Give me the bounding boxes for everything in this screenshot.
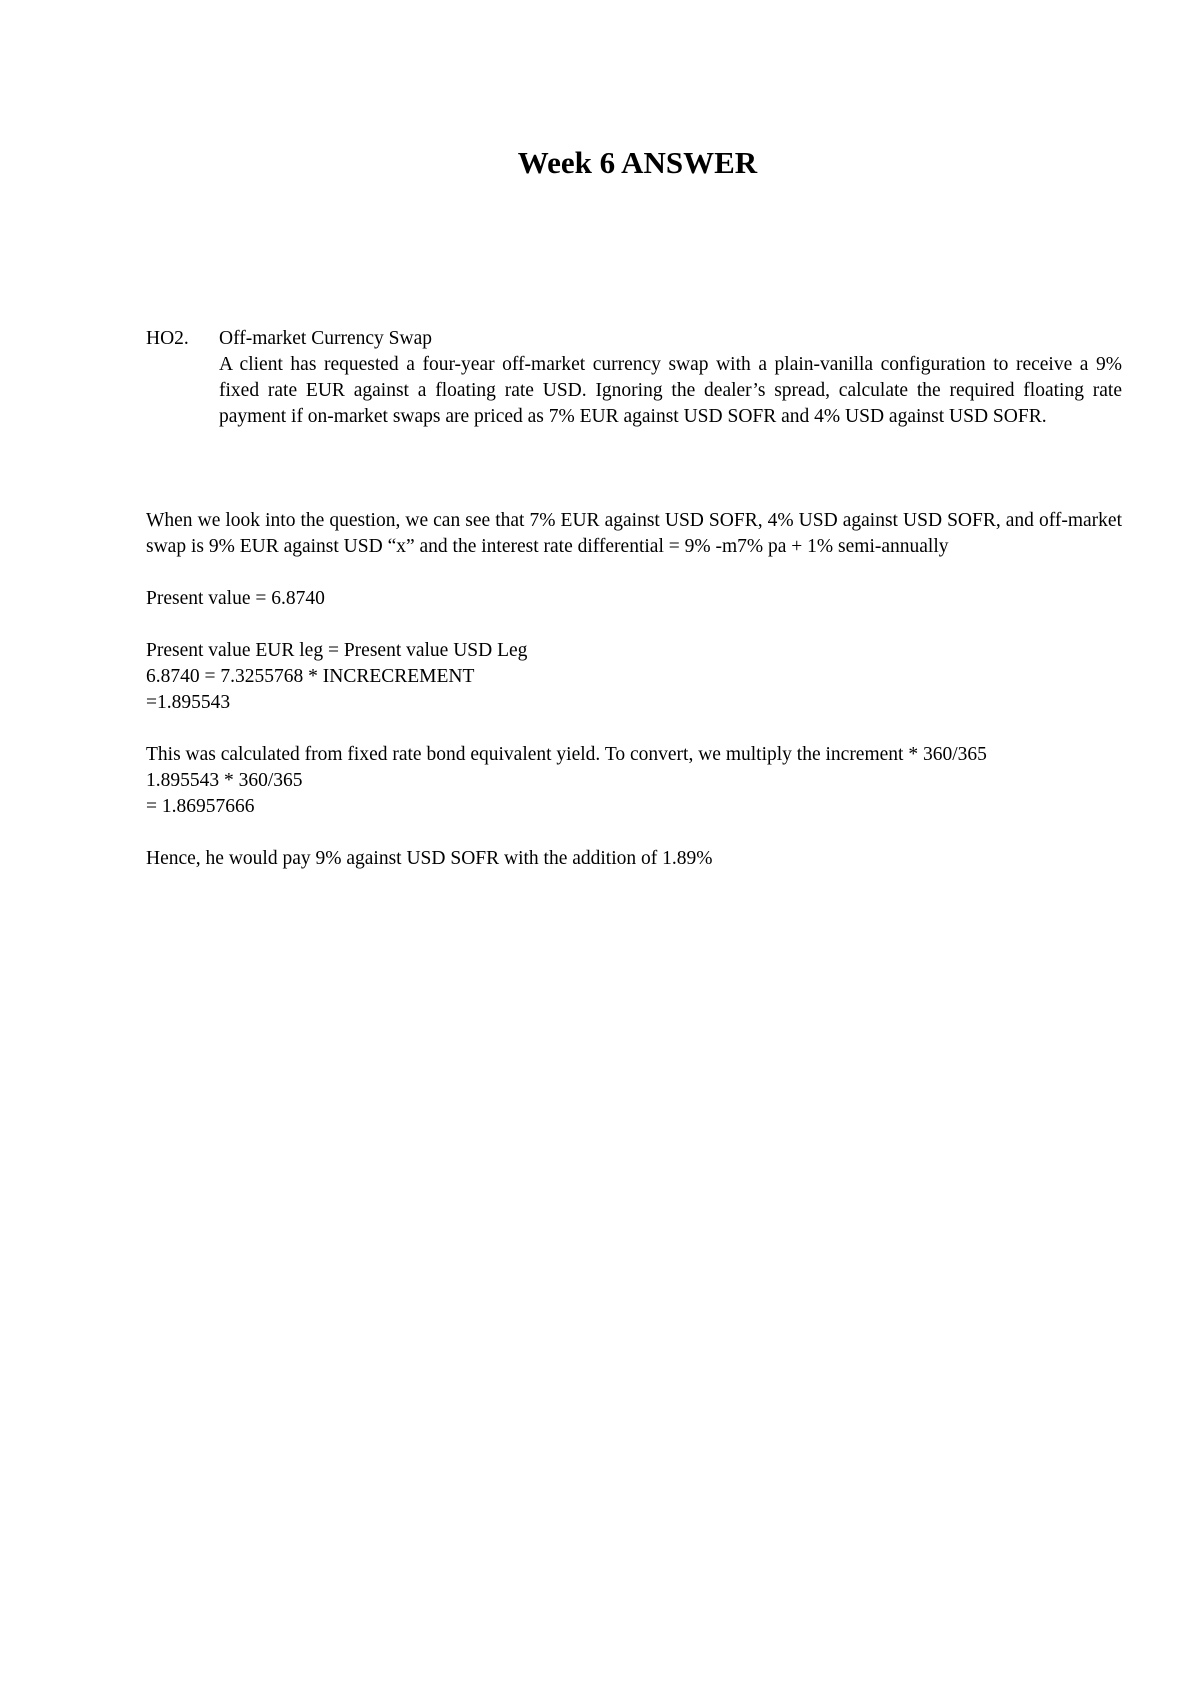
conclusion: Hence, he would pay 9% against USD SOFR with the addition of 1.89% <box>146 848 713 869</box>
pv-calculation: 6.8740 = 7.3255768 * INCRECREMENT <box>146 666 475 687</box>
pv-equation: Present value EUR leg = Present value USD Leg <box>146 640 528 661</box>
conversion-calculation: 1.895543 * 360/365 <box>146 770 303 791</box>
question-header <box>146 326 1122 352</box>
conversion-result: = 1.86957666 <box>146 796 255 817</box>
pv-result: =1.895543 <box>146 692 231 713</box>
question-heading: Off-market Currency Swap <box>219 328 432 349</box>
page-title: Week 6 ANSWER <box>517 145 758 180</box>
present-value: Present value = 6.8740 <box>146 588 325 609</box>
answer-intro: When we look into the question, we can see that 7% EUR against USD SOFR, 4% USD against USD SOFR, and off-market swap is 9% EUR against USD “x” and the interest rate differential = 9% -m7% pa + 1% semi-annually <box>146 510 1122 557</box>
question-block <box>146 326 1122 430</box>
conversion-note: This was calculated from fixed rate bond equivalent yield. To convert, we multiply the increment * 360/365 <box>146 744 987 765</box>
answer-block <box>146 508 1122 872</box>
question-text: A client has requested a four-year off-market currency swap with a plain-vanilla configuration to receive a 9% fixed rate EUR against a floating rate USD. Ignoring the dealer’s spread, calculate the required floating rate payment if on-market swaps are priced as 7% EUR against USD SOFR and 4% USD against USD SOFR. <box>219 354 1122 427</box>
question-number: HO2. <box>146 328 189 349</box>
